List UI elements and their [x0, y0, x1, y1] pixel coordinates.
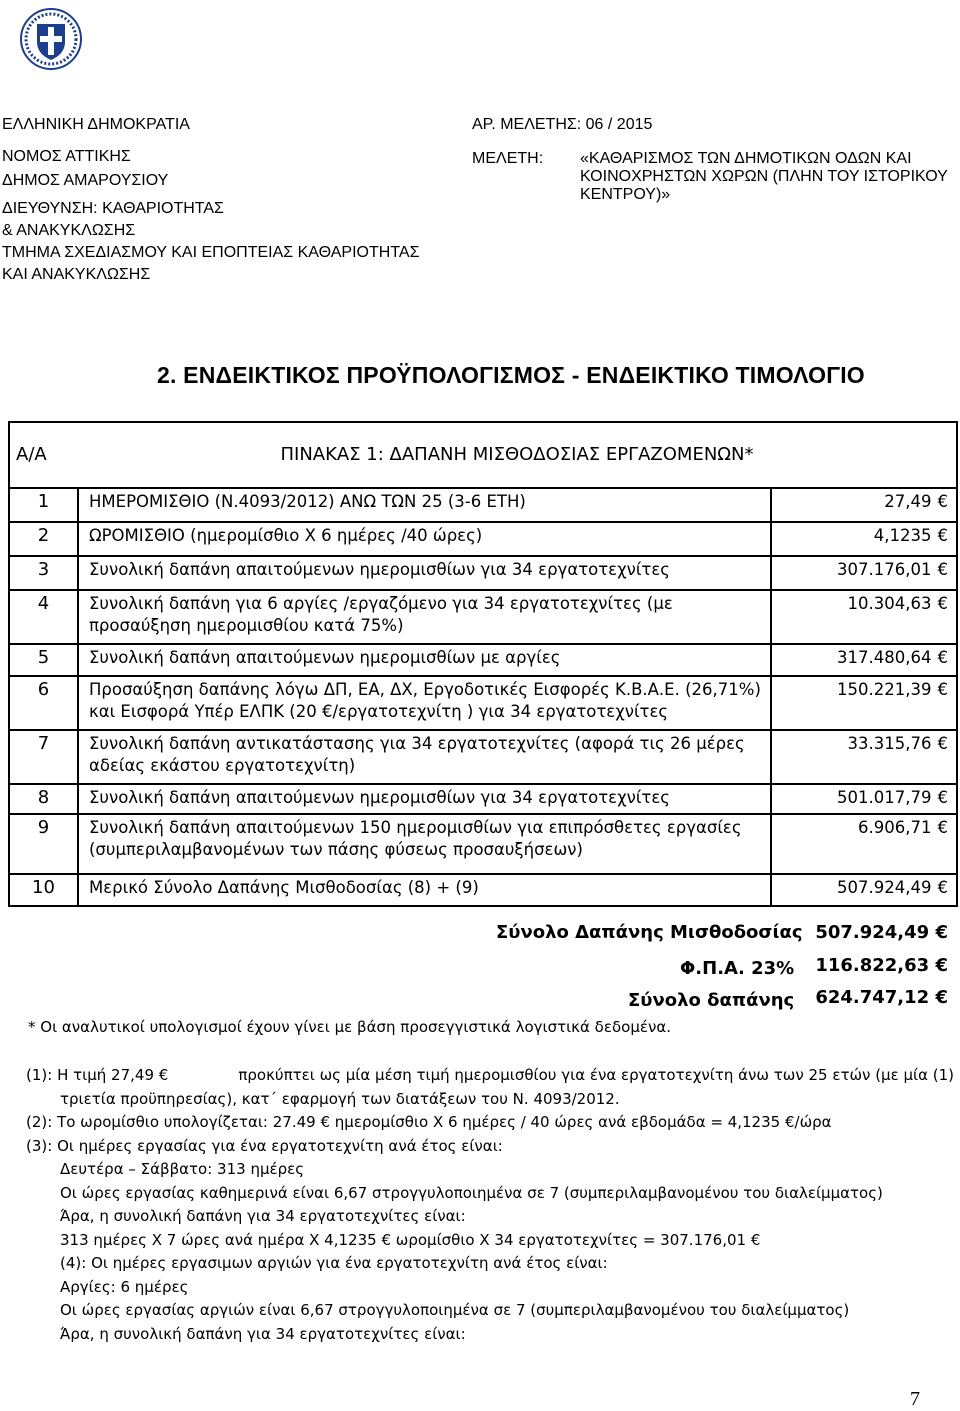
page-number: 7	[910, 1388, 920, 1410]
euro-icon: €	[784, 1113, 795, 1131]
vat-label: Φ.Π.Α. 23%	[680, 958, 795, 979]
row-value	[771, 814, 957, 874]
euro-icon: €	[937, 594, 948, 613]
row-amount: 10.304,63	[847, 594, 932, 613]
study-number: ΑΡ. ΜΕΛΕΤΗΣ: 06 / 2015	[472, 116, 653, 133]
row-number: 7	[9, 730, 78, 784]
study-title-line: «ΚΑΘΑΡΙΣΜΟΣ ΤΩΝ ΔΗΜΟΤΙΚΩΝ ΟΔΩΝ ΚΑΙ	[580, 150, 912, 167]
payroll-total-label: Σύνολο Δαπάνης Μισθοδοσίας	[496, 922, 803, 943]
row-number: 8	[9, 784, 78, 814]
note-3-line: Οι ώρες εργασίας καθημερινά είναι 6,67 στρογγυλοποιημένα σε 7 (συμπεριλαμβανομένου του διαλείμματος)	[60, 1183, 883, 1202]
euro-icon: €	[935, 955, 948, 976]
euro-icon: €	[158, 1066, 169, 1084]
issuer-line: & ΑΝΑΚΥΚΛΩΣΗΣ	[2, 222, 136, 239]
note-3: (3): Οι ημέρες εργασίας για ένα εργατοτεχνίτη ανά έτος είναι:	[26, 1136, 503, 1155]
row-description: Συνολική δαπάνη απαιτούμενων ημερομισθίων για 34 εργατοτεχνίτες	[78, 784, 771, 814]
row-description: Συνολική δαπάνη απαιτούμενων 150 ημερομισθίων για επιπρόσθετες εργασίες (συμπεριλαμβανομένων των πάσης φύσεως προσαυξήσεων)	[78, 814, 771, 874]
issuer-line: ΔΗΜΟΣ ΑΜΑΡΟΥΣΙΟΥ	[2, 172, 169, 189]
euro-icon: €	[937, 680, 948, 699]
euro-icon: €	[935, 922, 948, 943]
euro-icon: €	[937, 492, 948, 511]
table-row	[9, 590, 957, 644]
row-number: 9	[9, 814, 78, 874]
table-row	[9, 784, 957, 814]
euro-icon: €	[381, 1230, 391, 1249]
table-row	[9, 730, 957, 784]
table-row	[9, 556, 957, 590]
row-amount: 507.924,49	[837, 878, 932, 897]
row-value	[771, 784, 957, 814]
row-amount: 33.315,76	[847, 734, 932, 753]
note-4-line: Αργίες: 6 ημέρες	[60, 1277, 189, 1296]
euro-icon: €	[935, 987, 948, 1008]
euro-icon: €	[937, 648, 948, 667]
table-row	[9, 522, 957, 556]
note-3-line: Άρα, η συνολική δαπάνη για 34 εργατοτεχνίτες είναι:	[60, 1207, 466, 1225]
grand-total-value	[815, 987, 948, 1008]
row-amount: 307.176,01	[837, 560, 932, 579]
payroll-total-value	[815, 922, 948, 943]
issuer-line: ΝΟΜΟΣ ΑΤΤΙΚΗΣ	[2, 148, 131, 165]
row-description: Συνολική δαπάνη για 6 αργίες /εργαζόμενο για 34 εργατοτεχνίτες (με προσαύξηση ημερομισθίου κατά 75%)	[78, 590, 771, 644]
grand-total-label: Σύνολο δαπάνης	[628, 990, 795, 1011]
row-number: 4	[9, 590, 78, 644]
study-title-line: ΚΟΙΝΟΧΡΗΣΤΩΝ ΧΩΡΩΝ (ΠΛΗΝ ΤΟΥ ΙΣΤΟΡΙΚΟΥ	[580, 168, 948, 185]
euro-icon: €	[937, 878, 948, 897]
payroll-table	[8, 421, 958, 907]
row-value	[771, 644, 957, 676]
note-4: (4): Οι ημέρες εργασιμων αργιών για ένα εργατοτεχνίτη ανά έτος είναι:	[60, 1254, 608, 1272]
col-aa: Α/Α	[9, 422, 78, 488]
note-3-line: Δευτέρα – Σάββατο: 313 ημέρες	[60, 1160, 305, 1178]
row-description: Συνολική δαπάνη απαιτούμενων ημερομισθίων για 34 εργατοτεχνίτες	[78, 556, 771, 590]
row-description: Προσαύξηση δαπάνης λόγω ΔΠ, ΕΑ, ΔΧ, Εργοδοτικές Εισφορές Κ.Β.Α.Ε. (26,71%) και Εισφορά Υπέρ ΕΛΠΚ (20 €/εργατοτεχνίτη ) για 34 εργατοτεχνίτες	[78, 676, 771, 730]
issuer-line: ΔΙΕΥΘΥΝΣΗ: ΚΑΘΑΡΙΟΤΗΤΑΣ	[2, 200, 224, 217]
issuer-block	[2, 116, 472, 288]
row-amount: 501.017,79	[837, 788, 932, 807]
section-title: 2. ΕΝΔΕΙΚΤΙΚΟΣ ΠΡΟΫΠΟΛΟΓΙΣΜΟΣ - ΕΝΔΕΙΚΤΙΚΟ ΤΙΜΟΛΟΓΙΟ	[157, 362, 865, 388]
study-title	[580, 150, 958, 204]
row-amount: 6.906,71	[858, 818, 932, 837]
note-4-line: Οι ώρες εργασίας αργιών είναι 6,67 στρογγυλοποιημένα σε 7 (συμπεριλαμβανομένου του διαλείμματος)	[60, 1301, 850, 1319]
row-amount: 150.221,39	[837, 680, 932, 699]
table-row	[9, 874, 957, 906]
study-label: ΜΕΛΕΤΗ:	[472, 150, 544, 167]
euro-icon: €	[937, 734, 948, 753]
study-title-line: ΚΕΝΤΡΟΥ)»	[580, 186, 671, 203]
row-number: 1	[9, 488, 78, 522]
row-value	[771, 676, 957, 730]
issuer-line: ΚΑΙ ΑΝΑΚΥΚΛΩΣΗΣ	[2, 266, 151, 283]
row-description: ΗΜΕΡΟΜΙΣΘΙΟ (Ν.4093/2012) ΑΝΩ ΤΩΝ 25 (3-6 ΕΤΗ)	[78, 488, 771, 522]
row-number: 3	[9, 556, 78, 590]
row-value	[771, 874, 957, 906]
row-amount: 4,1235	[873, 526, 932, 545]
row-description: ΩΡΟΜΙΣΘΙΟ (ημερομίσθιο Χ 6 ημέρες /40 ώρες)	[78, 522, 771, 556]
row-number: 10	[9, 874, 78, 906]
euro-icon: €	[320, 1113, 331, 1131]
grand-total-amount: 624.747,12	[815, 987, 930, 1008]
table-row	[9, 814, 957, 874]
row-description: Συνολική δαπάνη απαιτούμενων ημερομισθίων με αργίες	[78, 644, 771, 676]
note-1-cont: τριετία προϋπηρεσίας), κατ΄ εφαρμογή των διατάξεων του Ν. 4093/2012.	[60, 1089, 620, 1108]
row-number: 2	[9, 522, 78, 556]
note-1: (1): Η τιμή 27,49 € προκύπτει ως μία μέση τιμή ημερομισθίου για ένα εργατοτεχνίτη άνω των 25 ετών (με μία (1)	[26, 1066, 954, 1084]
row-amount: 317.480,64	[837, 648, 932, 667]
greek-emblem-icon	[20, 8, 82, 70]
euro-icon: €	[937, 818, 948, 837]
table-header-row	[9, 422, 957, 488]
table-row	[9, 488, 957, 522]
euro-icon: €	[937, 788, 948, 807]
footnote: * Οι αναλυτικοί υπολογισμοί έχουν γίνει με βάση προσεγγιστικά λογιστικά δεδομένα.	[28, 1018, 672, 1036]
issuer-line: ΤΜΗΜΑ ΣΧΕΔΙΑΣΜΟΥ ΚΑΙ ΕΠΟΠΤΕΙΑΣ ΚΑΘΑΡΙΟΤΗΤΑΣ	[2, 244, 420, 261]
table-row	[9, 676, 957, 730]
notes-block	[26, 1064, 954, 1346]
issuer-line: ΕΛΛΗΝΙΚΗ ΔΗΜΟΚΡΑΤΙΑ	[2, 116, 190, 133]
table-title: ΠΙΝΑΚΑΣ 1: ΔΑΠΑΝΗ ΜΙΣΘΟΔΟΣΙΑΣ ΕΡΓΑΖΟΜΕΝΩΝ*	[78, 422, 957, 488]
row-value	[771, 590, 957, 644]
note-4-line: Άρα, η συνολική δαπάνη για 34 εργατοτεχνίτες είναι:	[60, 1324, 466, 1343]
note-3-line: 313 ημέρες Χ 7 ώρες ανά ημέρα Χ 4,1235 € ωρομίσθιο Χ 34 εργατοτεχνίτες = 307.176,01 €	[60, 1230, 761, 1249]
euro-icon: €	[937, 526, 948, 545]
row-number: 6	[9, 676, 78, 730]
row-value	[771, 522, 957, 556]
row-description: Μερικό Σύνολο Δαπάνης Μισθοδοσίας (8) + (9)	[78, 874, 771, 906]
row-amount: 27,49	[884, 492, 932, 511]
euro-icon: €	[750, 1230, 761, 1249]
table-row	[9, 644, 957, 676]
row-value	[771, 488, 957, 522]
row-value	[771, 556, 957, 590]
vat-amount: 116.822,63	[815, 955, 930, 976]
row-value	[771, 730, 957, 784]
euro-icon: €	[937, 560, 948, 579]
payroll-total-amount: 507.924,49	[815, 922, 930, 943]
note-2: (2): Το ωρομίσθιο υπολογίζεται: 27.49 € ημερομίσθιο Χ 6 ημέρες / 40 ώρες ανά εβδομάδα = 4,1235 €/ώρα	[26, 1113, 832, 1131]
vat-value	[815, 955, 948, 976]
row-number: 5	[9, 644, 78, 676]
row-description: Συνολική δαπάνη αντικατάστασης για 34 εργατοτεχνίτες (αφορά τις 26 μέρες αδείας εκάστου εργατοτεχνίτη)	[78, 730, 771, 784]
